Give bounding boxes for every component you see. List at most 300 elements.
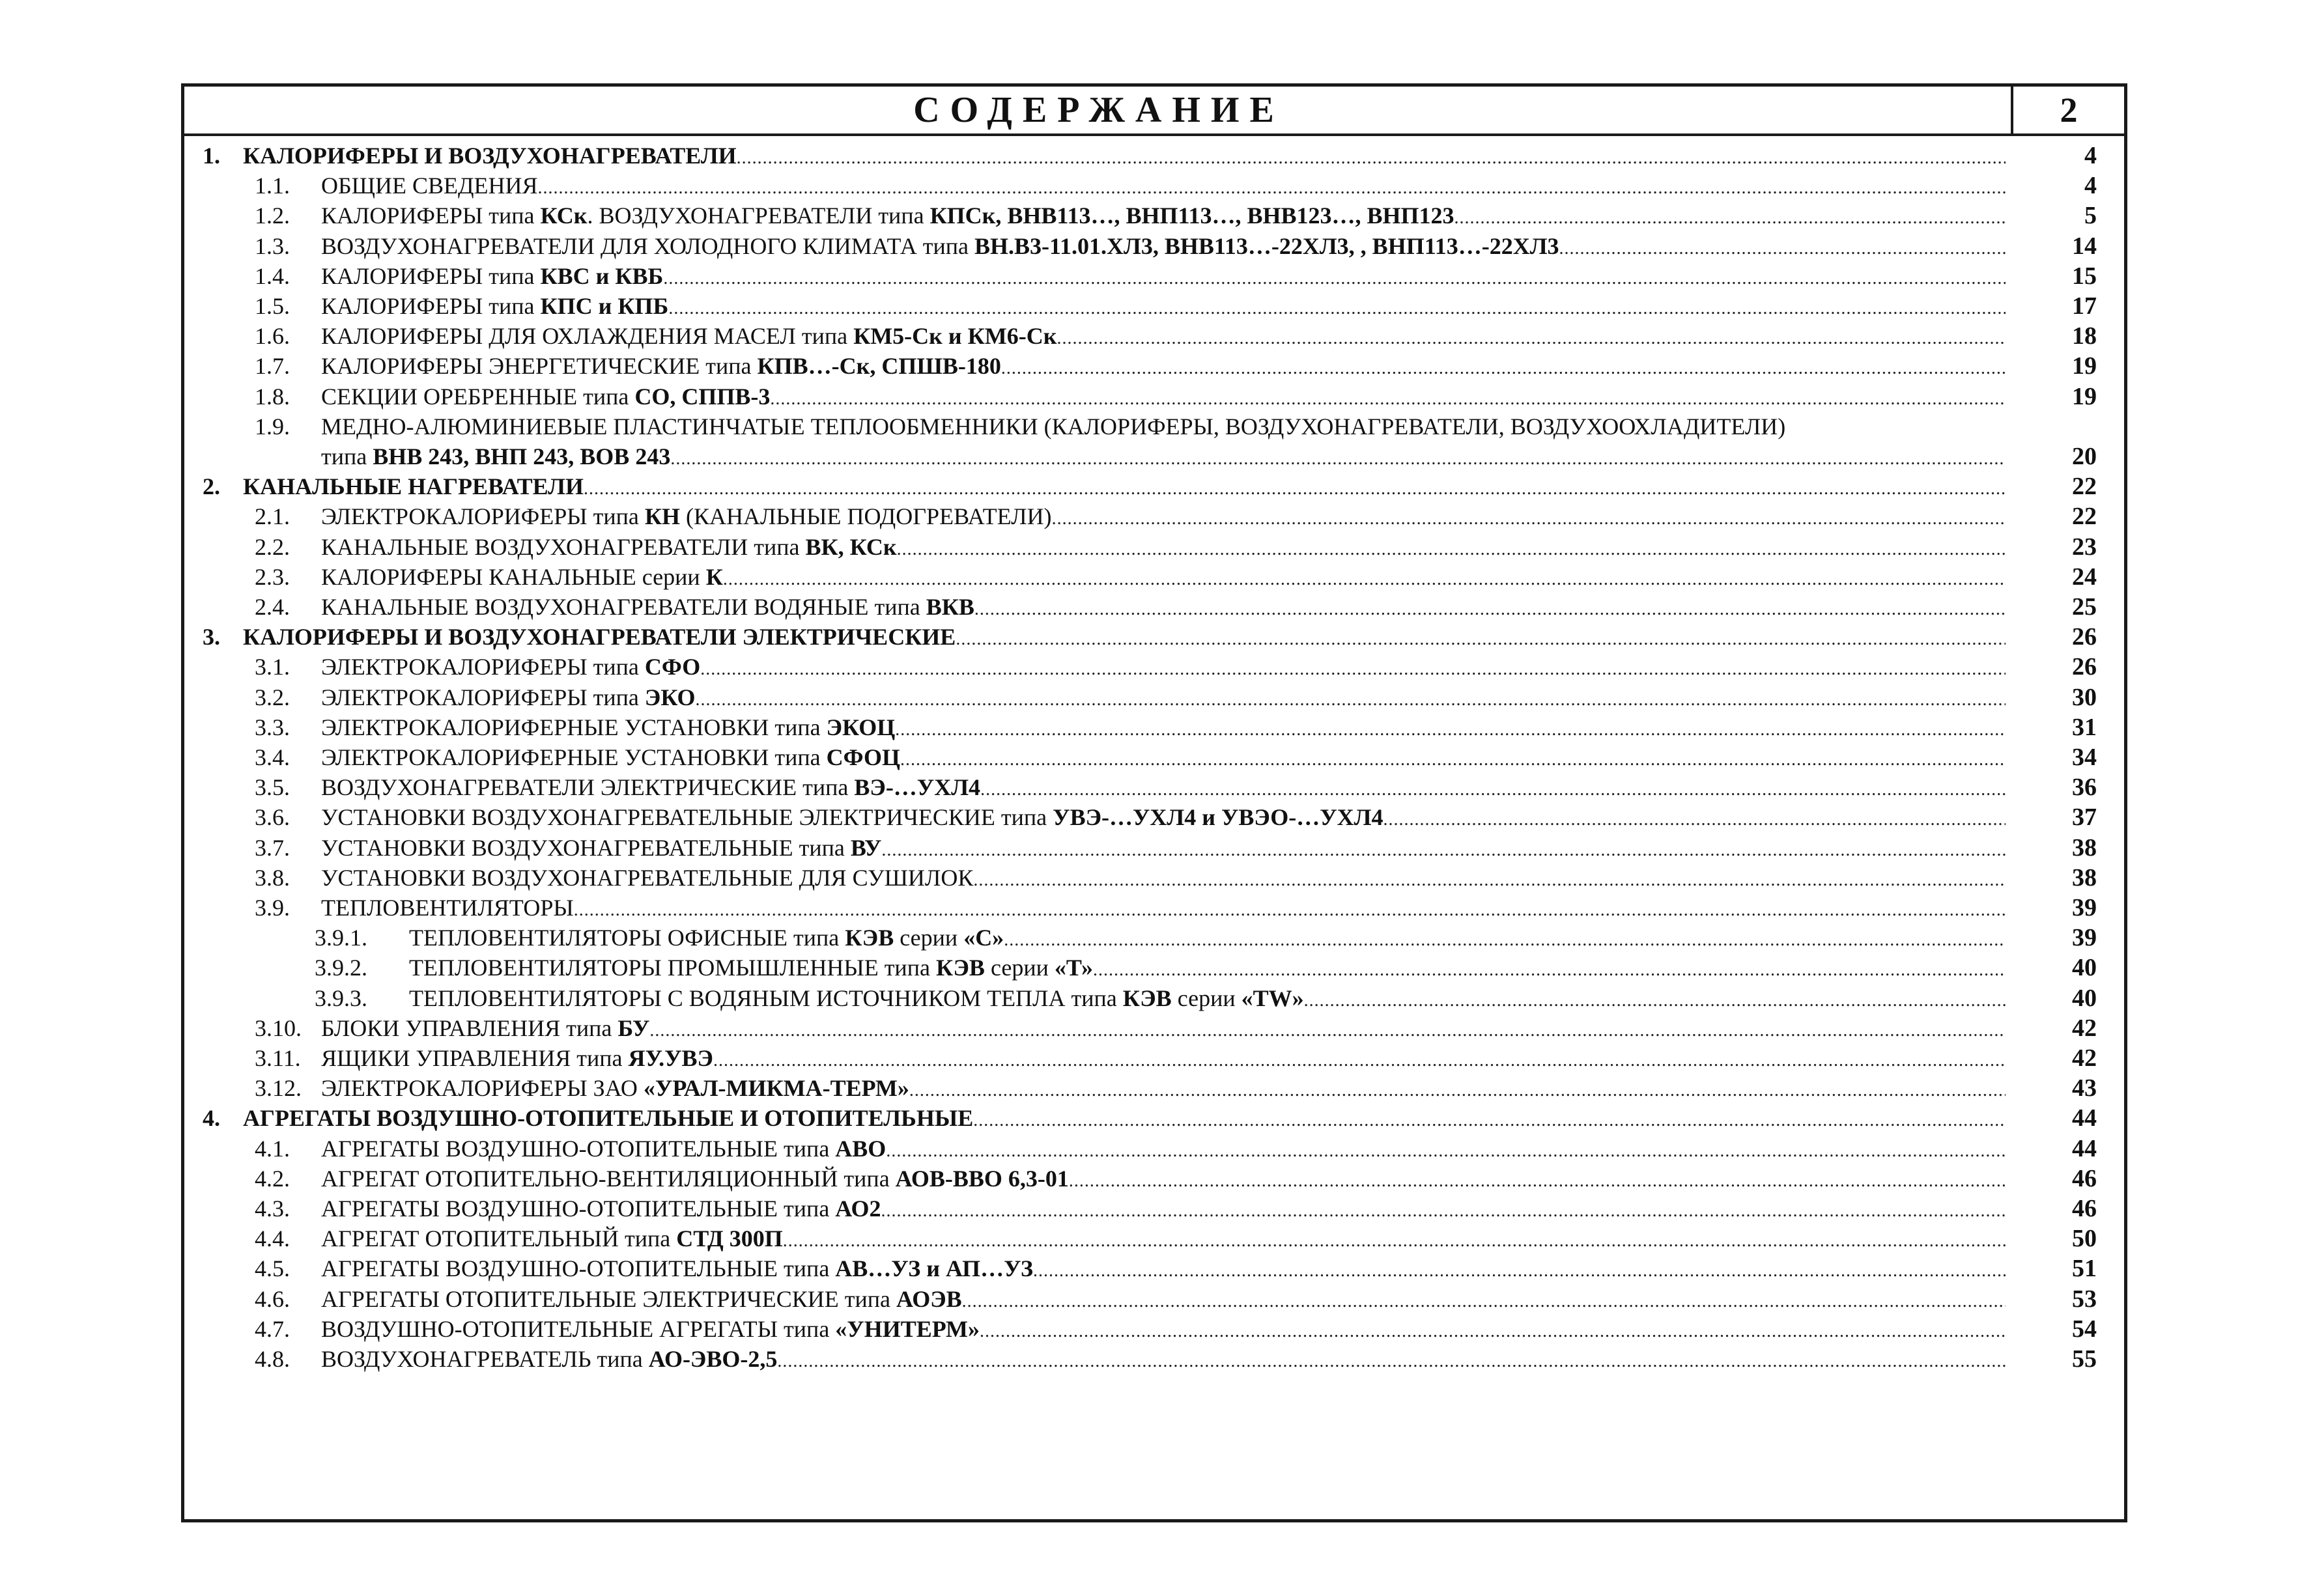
toc-entry-page: 38	[2072, 863, 2097, 891]
toc-entry[interactable]	[184, 441, 2124, 472]
toc-entry-label	[321, 1072, 909, 1104]
toc-entry-number: 4.1.	[255, 1135, 290, 1162]
toc-entry-leader-dots	[670, 443, 2006, 475]
toc-entry-label-part: АГРЕГАТ ОТОПИТЕЛЬНО-ВЕНТИЛЯЦИОННЫЙ типа	[321, 1165, 896, 1192]
toc-entry-number: 3.9.1.	[315, 925, 367, 951]
toc-entry[interactable]	[184, 531, 2124, 563]
toc-entry-text	[243, 140, 2006, 174]
toc-entry-page: 30	[2072, 683, 2097, 711]
toc-entry-text	[321, 1253, 2006, 1287]
toc-entry[interactable]	[184, 231, 2124, 262]
toc-entry-number: 2.3.	[255, 563, 290, 590]
toc-entry-label	[321, 501, 1052, 532]
toc-entry-leader-dots	[980, 774, 2006, 805]
toc-entry-text	[321, 802, 2006, 835]
toc-entry-leader-dots	[713, 1045, 2006, 1076]
toc-entry-label	[321, 1343, 777, 1375]
toc-entry-label-part: ЯУ.УВЭ	[628, 1045, 713, 1071]
toc-entry-text	[321, 1313, 2006, 1347]
toc-entry[interactable]	[184, 320, 2124, 352]
toc-entry[interactable]	[184, 952, 2124, 983]
toc-entry-label-part: ТЕПЛОВЕНТИЛЯТОРЫ ОФИСНЫЕ типа	[409, 925, 845, 951]
toc-entry-number: 4.4.	[255, 1225, 290, 1252]
toc-entry-number: 1.2.	[255, 203, 290, 229]
toc-entry[interactable]	[184, 772, 2124, 803]
toc-entry-page: 25	[2072, 593, 2097, 621]
toc-entry[interactable]	[184, 381, 2124, 412]
toc-entry-leader-dots	[723, 564, 2006, 595]
toc-entry[interactable]	[184, 260, 2124, 292]
toc-entry-leader-dots	[649, 1015, 2006, 1046]
page-title: СОДЕРЖАНИЕ	[913, 90, 1284, 130]
toc-entry-label-part: КПСк, ВНВ113…, ВНП113…, ВНВ123…, ВНП123	[929, 203, 1454, 229]
toc-entry-label	[321, 441, 670, 472]
toc-entry-page: 20	[2072, 443, 2097, 470]
toc-entry-leader-dots	[584, 473, 2006, 505]
toc-entry-leader-dots	[538, 173, 2006, 204]
toc-entry[interactable]	[184, 501, 2124, 532]
toc-entry-label-part: ТЕПЛОВЕНТИЛЯТОРЫ С ВОДЯНЫМ ИСТОЧНИКОМ ТЕПЛА типа	[409, 985, 1123, 1011]
toc-entry-leader-dots	[1052, 503, 2006, 535]
toc-entry-text	[321, 1072, 2006, 1106]
toc-entry[interactable]	[184, 290, 2124, 322]
toc-entry-label-part: АГРЕГАТЫ ВОЗДУШНО-ОТОПИТЕЛЬНЫЕ типа	[321, 1135, 836, 1162]
toc-entry-text	[321, 892, 2006, 926]
toc-entry-text	[321, 1193, 2006, 1227]
toc-entry-label	[321, 651, 700, 682]
toc-entry[interactable]	[184, 1193, 2124, 1224]
document-frame	[181, 83, 2127, 1522]
toc-entry-page: 55	[2072, 1345, 2097, 1373]
toc-entry-page: 39	[2072, 924, 2097, 952]
toc-entry-text	[243, 1102, 2006, 1136]
toc-entry[interactable]	[184, 471, 2124, 502]
toc-entry-number: 4.2.	[255, 1165, 290, 1192]
toc-entry-label-part: ВК, КСк	[805, 533, 897, 560]
toc-entry-page: 46	[2072, 1164, 2097, 1192]
toc-entry-label-part: КАЛОРИФЕРЫ ДЛЯ ОХЛАЖДЕНИЯ МАСЕЛ типа	[321, 323, 854, 350]
toc-entry-page: 42	[2072, 1044, 2097, 1072]
toc-entry-leader-dots	[783, 1225, 2006, 1257]
toc-entry-page: 19	[2072, 352, 2097, 380]
toc-entry-leader-dots	[1559, 233, 2006, 264]
toc-entry[interactable]	[184, 350, 2124, 382]
toc-entry-text	[321, 1013, 2006, 1046]
toc-entry-label-part: ЭЛЕКТРОКАЛОРИФЕРЫ ЗАО	[321, 1075, 644, 1102]
toc-entry-leader-dots	[980, 1316, 2006, 1347]
toc-entry-number: 4.7.	[255, 1315, 290, 1342]
toc-entry-label	[243, 1102, 973, 1134]
toc-entry-label-part: «УРАЛ-МИКМА-ТЕРМ»	[643, 1075, 909, 1102]
toc-entry-number: 4.6.	[255, 1285, 290, 1312]
toc-entry-page: 5	[2084, 202, 2097, 230]
toc-entry-number: 3.2.	[255, 684, 290, 710]
toc-entry-label-part: КАНАЛЬНЫЕ ВОЗДУХОНАГРЕВАТЕЛИ ВОДЯНЫЕ типа	[321, 594, 926, 620]
toc-entry-label-part: КПС и КПБ	[540, 293, 669, 319]
toc-entry-label-part: АОВ-ВВО 6,3-01	[895, 1165, 1069, 1192]
page-number: 2	[2011, 87, 2124, 133]
toc-entry-leader-dots	[974, 594, 2006, 625]
toc-entry-page: 50	[2072, 1225, 2097, 1253]
toc-entry-label-part: УВЭ-…УХЛ4 и УВЭО-…УХЛ4	[1053, 804, 1383, 831]
toc-entry[interactable]	[184, 1163, 2124, 1194]
toc-entry-page: 42	[2072, 1014, 2097, 1042]
toc-entry-label	[321, 381, 770, 412]
toc-entry-leader-dots	[574, 895, 2006, 926]
toc-entry-number: 3.12.	[255, 1075, 302, 1102]
toc-entry-page: 22	[2072, 473, 2097, 501]
toc-entry-page: 34	[2072, 744, 2097, 771]
toc-entry[interactable]	[184, 591, 2124, 623]
toc-entry-label	[243, 140, 737, 171]
toc-entry-label-part: КАЛОРИФЕРЫ ЭНЕРГЕТИЧЕСКИЕ типа	[321, 353, 758, 380]
toc-entry[interactable]	[184, 140, 2124, 171]
toc-entry-label-part: УСТАНОВКИ ВОЗДУХОНАГРЕВАТЕЛЬНЫЕ ДЛЯ СУШИЛОК	[321, 864, 974, 891]
toc-entry-leader-dots	[1057, 323, 2006, 354]
toc-entry-leader-dots	[956, 624, 2006, 655]
toc-entry[interactable]	[184, 892, 2124, 923]
toc-entry-label-part: ЭКОЦ	[826, 714, 896, 740]
toc-entry-page: 4	[2084, 142, 2097, 169]
toc-entry-page: 51	[2072, 1255, 2097, 1283]
toc-entry-label-part: АВ…УЗ и АП…УЗ	[835, 1255, 1034, 1282]
toc-entry[interactable]	[184, 802, 2124, 833]
toc-entry-label-part: серии	[1171, 985, 1241, 1011]
toc-entry-leader-dots	[1001, 353, 2006, 384]
toc-entry-label-part: АГРЕГАТ ОТОПИТЕЛЬНЫЙ типа	[321, 1225, 677, 1252]
toc-entry-label-part: ВНВ 243, ВНП 243, ВОВ 243	[373, 443, 671, 469]
toc-entry-number: 3.5.	[255, 774, 290, 801]
toc-entry[interactable]	[184, 1043, 2124, 1074]
toc-entry[interactable]	[184, 561, 2124, 593]
toc-entry[interactable]	[184, 621, 2124, 652]
toc-entry-number: 3.	[203, 624, 220, 651]
toc-entry-number: 3.9.	[255, 895, 290, 921]
toc-entry-label	[321, 1133, 886, 1164]
toc-entry[interactable]	[184, 651, 2124, 682]
toc-entry[interactable]	[184, 1253, 2124, 1284]
toc-entry[interactable]	[184, 200, 2124, 231]
toc-entry-label-part: АГРЕГАТЫ ОТОПИТЕЛЬНЫЕ ЭЛЕКТРИЧЕСКИЕ типа	[321, 1285, 896, 1312]
toc-entry-page: 43	[2072, 1074, 2097, 1102]
toc-entry-label	[321, 802, 1383, 833]
toc-entry-label-part: (КАНАЛЬНЫЕ ПОДОГРЕВАТЕЛИ)	[680, 503, 1052, 530]
toc-entry-leader-dots	[777, 1346, 2006, 1377]
toc-entry-number: 1.8.	[255, 383, 290, 410]
toc-entry-page: 40	[2072, 984, 2097, 1012]
toc-entry-leader-dots	[973, 1105, 2006, 1136]
toc-entry-text	[409, 952, 2006, 986]
toc-entry-label-part: ЭЛЕКТРОКАЛОРИФЕРНЫЕ УСТАНОВКИ типа	[321, 714, 827, 740]
toc-entry-label-part: МЕДНО-АЛЮМИНИЕВЫЕ ПЛАСТИНЧАТЫЕ ТЕПЛООБМЕННИКИ (КАЛОРИФЕРЫ, ВОЗДУХОНАГРЕВАТЕЛИ, ВОЗДУХООХЛАДИТЕЛИ)	[321, 413, 1786, 440]
toc-entry-text	[321, 320, 2006, 354]
toc-entry-leader-dots	[881, 835, 2006, 866]
toc-entry-label-part: ВОЗДУШНО-ОТОПИТЕЛЬНЫЕ АГРЕГАТЫ типа	[321, 1315, 836, 1342]
toc-entry-label-part: ЯЩИКИ УПРАВЛЕНИЯ типа	[321, 1045, 629, 1071]
toc-entry-number: 3.10.	[255, 1015, 302, 1041]
toc-entry-label-part: КЭВ	[845, 925, 894, 951]
toc-entry-label-part: АГРЕГАТЫ ВОЗДУШНО-ОТОПИТЕЛЬНЫЕ типа	[321, 1196, 836, 1222]
toc-entry-leader-dots	[700, 654, 2006, 685]
toc-entry[interactable]	[184, 712, 2124, 743]
toc-entry-label-part: УСТАНОВКИ ВОЗДУХОНАГРЕВАТЕЛЬНЫЕ ЭЛЕКТРИЧЕСКИЕ типа	[321, 804, 1053, 831]
toc-entry-leader-dots	[973, 865, 2006, 896]
toc-entry-label	[321, 892, 574, 923]
toc-entry-label	[321, 200, 1454, 231]
toc-entry-number: 1.4.	[255, 262, 290, 289]
toc-entry-label	[321, 712, 895, 743]
toc-entry-text	[243, 621, 2006, 655]
toc-entry-leader-dots	[1304, 985, 2006, 1016]
toc-entry-page: 44	[2072, 1104, 2097, 1132]
toc-entry-label-part: АГРЕГАТЫ ВОЗДУШНО-ОТОПИТЕЛЬНЫЕ И ОТОПИТЕЛЬНЫЕ	[243, 1105, 974, 1132]
toc-entry-page: 24	[2072, 563, 2097, 591]
toc-entry-leader-dots	[895, 714, 2006, 746]
toc-entry-leader-dots	[1033, 1255, 2006, 1287]
toc-entry-label-part: СО, СППВ-3	[634, 383, 771, 410]
toc-entry[interactable]	[184, 922, 2124, 953]
toc-entry-text	[321, 561, 2006, 595]
toc-entry-label	[321, 1043, 713, 1074]
toc-entry-label-part: КАНАЛЬНЫЕ НАГРЕВАТЕЛИ	[243, 473, 584, 500]
toc-entry-text	[321, 411, 2085, 442]
toc-entry-label	[321, 832, 881, 863]
toc-entry-label	[321, 682, 696, 713]
toc-entry-label-part: ВОЗДУХОНАГРЕВАТЕЛИ ДЛЯ ХОЛОДНОГО КЛИМАТА типа	[321, 232, 974, 259]
toc-entry-text	[321, 531, 2006, 565]
toc-entry-page: 26	[2072, 623, 2097, 651]
toc-entry-text	[321, 1223, 2006, 1257]
toc-entry-number: 2.2.	[255, 533, 290, 560]
toc-entry-number: 1.6.	[255, 323, 290, 350]
toc-entry[interactable]	[184, 862, 2124, 893]
toc-entry-page: 38	[2072, 833, 2097, 861]
toc-entry-leader-dots	[1004, 925, 2006, 956]
toc-entry-label-part: КН	[644, 503, 681, 530]
toc-entry-leader-dots	[900, 744, 2006, 776]
toc-entry-label	[321, 260, 663, 292]
toc-entry-label-part: СЕКЦИИ ОРЕБРЕННЫЕ типа	[321, 383, 635, 410]
toc-entry-label-part: КМ5-Ск и КМ6-Ск	[853, 323, 1057, 350]
toc-entry-leader-dots	[1069, 1166, 2006, 1197]
toc-entry-label	[243, 471, 584, 502]
toc-entry-leader-dots	[886, 1136, 2006, 1167]
toc-entry-leader-dots	[881, 1196, 2006, 1227]
toc-entry-label-part: ВЭ-…УХЛ4	[854, 774, 981, 801]
toc-entry-label-part: ЭЛЕКТРОКАЛОРИФЕРЫ типа	[321, 503, 645, 530]
toc-entry-label	[409, 952, 1093, 983]
toc-entry-number: 3.9.2.	[315, 955, 367, 981]
toc-entry-page: 26	[2072, 653, 2097, 681]
toc-entry[interactable]	[184, 1283, 2124, 1315]
toc-entry-label-part: серии	[894, 925, 964, 951]
toc-entry-label	[243, 621, 956, 652]
toc-entry-number: 4.8.	[255, 1346, 290, 1372]
toc-entry[interactable]	[184, 682, 2124, 713]
toc-entry[interactable]	[184, 1072, 2124, 1104]
toc-entry-text	[321, 1043, 2006, 1076]
toc-entry-label-part: ВКВ	[926, 594, 974, 620]
toc-entry-label-part: КВС и КВБ	[540, 262, 664, 289]
toc-entry-label-part: ТЕПЛОВЕНТИЛЯТОРЫ ПРОМЫШЛЕННЫЕ типа	[409, 955, 936, 981]
toc-entry[interactable]	[184, 1102, 2124, 1134]
toc-entry-text	[321, 651, 2006, 685]
toc-entry-label	[321, 411, 1785, 442]
toc-entry-page: 22	[2072, 503, 2097, 531]
toc-entry-label	[321, 1313, 980, 1345]
toc-entry-text	[321, 682, 2006, 716]
toc-entry-label-part: ЭКО	[644, 684, 696, 710]
toc-entry-label	[321, 1013, 649, 1044]
toc-entry-label-part: КЭВ	[935, 955, 985, 981]
toc-entry-label-part: «С»	[963, 925, 1004, 951]
toc-entry-page: 44	[2072, 1134, 2097, 1162]
toc-entry-label-part: «Т»	[1054, 955, 1093, 981]
toc-entry-label-part: ТЕПЛОВЕНТИЛЯТОРЫ	[321, 895, 574, 921]
toc-entry-text	[321, 441, 2006, 475]
toc-entry-label-part: ВН.В3-11.01.ХЛ3, ВНВ113…-22ХЛ3, , ВНП113…-22ХЛ3	[974, 232, 1559, 259]
toc-entry-text	[321, 501, 2006, 535]
toc-entry-label-part: АГРЕГАТЫ ВОЗДУШНО-ОТОПИТЕЛЬНЫЕ типа	[321, 1255, 836, 1282]
toc-entry-label-part: «УНИТЕРМ»	[835, 1315, 980, 1342]
toc-entry-number: 3.3.	[255, 714, 290, 740]
toc-entry-text	[321, 350, 2006, 384]
toc-entry[interactable]	[184, 1223, 2124, 1254]
toc-entry-label	[321, 862, 973, 893]
toc-entry-label-part: ВОЗДУХОНАГРЕВАТЕЛЬ типа	[321, 1346, 649, 1372]
toc-entry-page: 39	[2072, 894, 2097, 921]
toc-entry-number: 1.7.	[255, 353, 290, 380]
toc-entry-number: 1.1.	[255, 173, 290, 199]
toc-entry-label-part: БУ	[617, 1015, 650, 1041]
toc-entry-label	[321, 1163, 1069, 1194]
toc-entry[interactable]	[184, 411, 2124, 442]
toc-entry-number: 3.7.	[255, 834, 290, 861]
toc-entry-leader-dots	[1093, 955, 2006, 986]
toc-entry-page: 17	[2072, 292, 2097, 320]
toc-entry-page: 4	[2084, 172, 2097, 200]
toc-entry-label-part: АВО	[835, 1135, 887, 1162]
toc-entry-label	[321, 742, 900, 773]
toc-entry-label	[321, 1193, 881, 1224]
toc-entry-label-part: КАЛОРИФЕРЫ И ВОЗДУХОНАГРЕВАТЕЛИ	[243, 143, 737, 169]
toc-entry-label-part: ЭЛЕКТРОКАЛОРИФЕРЫ типа	[321, 654, 645, 680]
toc-entry-text	[243, 471, 2006, 505]
toc-entry-number: 4.	[203, 1105, 220, 1132]
toc-entry-label-part: «TW»	[1241, 985, 1304, 1011]
toc-entry-label-part: БЛОКИ УПРАВЛЕНИЯ типа	[321, 1015, 618, 1041]
toc-entry-label-part: КЭВ	[1122, 985, 1172, 1011]
toc-entry-leader-dots	[1383, 804, 2006, 835]
toc-entry-label	[321, 1223, 783, 1254]
toc-entry-number: 2.4.	[255, 594, 290, 620]
toc-entry-text	[321, 1343, 2006, 1377]
toc-entry-text	[321, 591, 2006, 625]
toc-entry-label-part: ОБЩИЕ СВЕДЕНИЯ	[321, 173, 538, 199]
toc-entry-text	[321, 200, 2006, 234]
toc-entry-label-part: СФО	[644, 654, 701, 680]
toc-entry-label	[321, 1283, 962, 1315]
toc-entry-number: 3.11.	[255, 1045, 301, 1071]
toc-entry-text	[321, 712, 2006, 746]
toc-entry-page: 36	[2072, 774, 2097, 802]
toc-entry-label-part: СФОЦ	[826, 744, 900, 770]
toc-entry-page: 23	[2072, 533, 2097, 561]
toc-entry-label-part: ВУ	[850, 834, 882, 861]
toc-entry-number: 1.3.	[255, 232, 290, 259]
toc-entry-label	[321, 591, 974, 623]
toc-entry[interactable]	[184, 983, 2124, 1014]
toc-entry-number: 2.1.	[255, 503, 290, 530]
toc-entry-label-part: УСТАНОВКИ ВОЗДУХОНАГРЕВАТЕЛЬНЫЕ типа	[321, 834, 851, 861]
toc-entry-label-part: КАЛОРИФЕРЫ типа	[321, 203, 541, 229]
toc-entry-label-part: типа	[321, 443, 373, 469]
toc-entry-number: 3.6.	[255, 804, 290, 831]
toc-entry-label	[409, 983, 1304, 1014]
toc-entry[interactable]	[184, 1133, 2124, 1164]
toc-entry-page: 14	[2072, 232, 2097, 260]
toc-entry-label-part: КПВ…-Ск, СПШВ-180	[757, 353, 1001, 380]
toc-entry-label-part: КАЛОРИФЕРЫ типа	[321, 293, 541, 319]
toc-entry-text	[321, 1163, 2006, 1197]
toc-entry[interactable]	[184, 832, 2124, 863]
toc-entry[interactable]	[184, 1343, 2124, 1375]
toc-entry-leader-dots	[696, 684, 2006, 716]
toc-entry-label-part: ЭЛЕКТРОКАЛОРИФЕРЫ типа	[321, 684, 645, 710]
toc-entry-text	[321, 381, 2006, 415]
toc-entry-label-part: АО-ЭВО-2,5	[648, 1346, 778, 1372]
toc-entry-label	[321, 1253, 1033, 1284]
toc-entry-label-part: КАЛОРИФЕРЫ типа	[321, 262, 541, 289]
toc-entry[interactable]	[184, 742, 2124, 773]
toc-entry-text	[321, 260, 2006, 294]
toc-entry-number: 3.1.	[255, 654, 290, 680]
toc-entry-label	[321, 170, 538, 201]
toc-entry-text	[321, 742, 2006, 776]
toc-entry[interactable]	[184, 1013, 2124, 1044]
toc-entry-leader-dots	[909, 1075, 2006, 1106]
toc-entry-text	[409, 922, 2006, 956]
toc-entry-text	[321, 862, 2006, 896]
toc-entry-label-part: АО2	[835, 1196, 881, 1222]
toc-entry-text	[321, 1133, 2006, 1167]
toc-entry-text	[409, 983, 2006, 1016]
toc-entry-label-part: ВОЗДУХОНАГРЕВАТЕЛИ ЭЛЕКТРИЧЕСКИЕ типа	[321, 774, 855, 801]
toc-entry-label-part: КАЛОРИФЕРЫ КАНАЛЬНЫЕ серии	[321, 563, 706, 590]
toc-entry-text	[321, 772, 2006, 805]
toc-entry[interactable]	[184, 1313, 2124, 1345]
toc-entry-label-part: . ВОЗДУХОНАГРЕВАТЕЛИ типа	[587, 203, 930, 229]
toc-entry-page: 37	[2072, 804, 2097, 832]
toc-entry-number: 2.	[203, 473, 220, 500]
toc-entry-number: 4.5.	[255, 1255, 290, 1282]
toc-entry-label	[321, 561, 723, 593]
toc-entry-number: 1.	[203, 143, 220, 169]
toc-entry-page: 19	[2072, 382, 2097, 410]
toc-entry-number: 3.4.	[255, 744, 290, 770]
toc-entry-leader-dots	[668, 293, 2006, 324]
toc-entry-label	[321, 772, 980, 803]
toc-entry-leader-dots	[897, 534, 2006, 565]
toc-entry-text	[321, 290, 2006, 324]
toc-entry-label	[321, 350, 1001, 382]
toc-entry-page: 40	[2072, 954, 2097, 982]
toc-entry-leader-dots	[737, 143, 2006, 174]
toc-entry[interactable]	[184, 170, 2124, 201]
toc-entry-label	[321, 320, 1057, 352]
header-bar	[184, 87, 2124, 136]
toc-entry-page: 46	[2072, 1195, 2097, 1222]
